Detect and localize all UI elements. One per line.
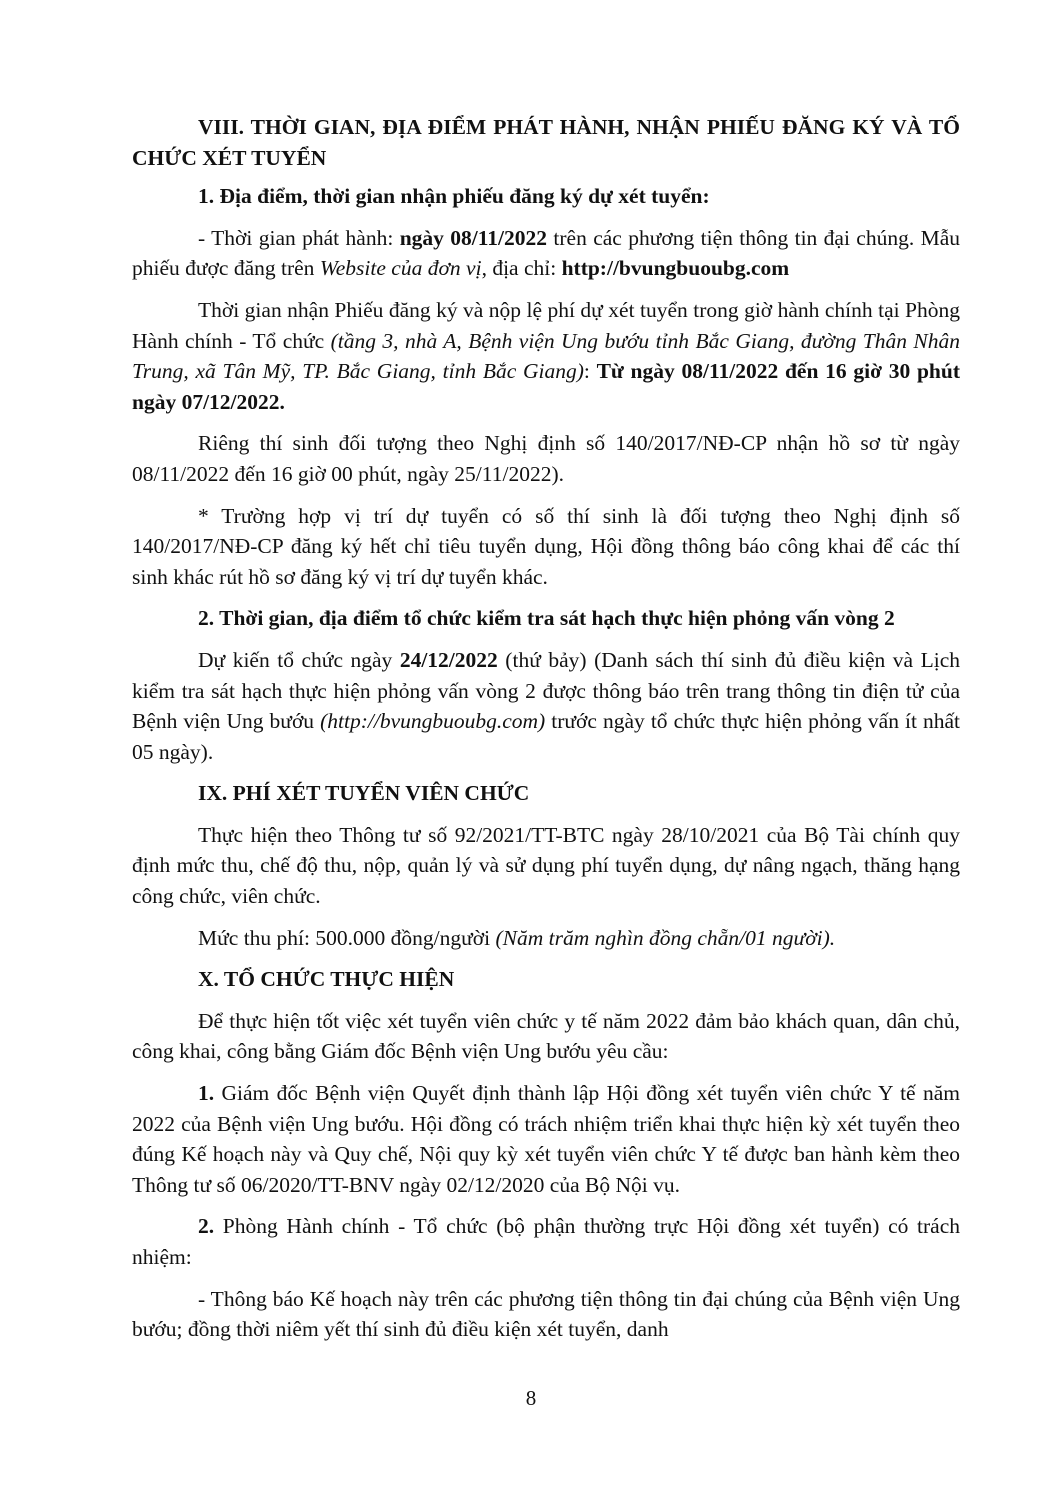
section-viii-title: VIII. THỜI GIAN, ĐỊA ĐIỂM PHÁT HÀNH, NHẬN PHIẾU ĐĂNG KÝ VÀ TỔ CHỨC XÉT TUYỂN: [132, 115, 960, 170]
list-item-2: 2. Phòng Hành chính - Tổ chức (bộ phận thường trực Hội đồng xét tuyển) có trách nhiệm:: [132, 1214, 960, 1269]
paragraph-issue-time: - Thời gian phát hành: ngày 08/11/2022 trên các phương tiện thông tin đại chúng. Mẫu phiếu được đăng trên Website của đơn vị, địa chỉ: http://bvungbuoubg.com: [132, 225, 961, 281]
paragraph-implementation-intro: Để thực hiện tốt việc xét tuyển viên chức y tế năm 2022 đảm bảo khách quan, dân chủ, công khai, công bằng Giám đốc Bệnh viện Ung bướu yêu cầu:: [132, 1008, 960, 1064]
paragraph-receive-time: Thời gian nhận Phiếu đăng ký và nộp lệ phí dự xét tuyển trong giờ hành chính tại Phòng Hành chính - Tổ chức (tầng 3, nhà A, Bệnh viện Ung bướu tỉnh Bắc Giang, đường Thân Nhân Trung, xã Tân Mỹ, TP. Bắc Giang, tỉnh Bắc Giang): Từ ngày 08/11/2022 đến 16 giờ 30 phút ngày 07/12/2022.: [132, 297, 960, 414]
paragraph-special-candidates: Riêng thí sinh đối tượng theo Nghị định số 140/2017/NĐ-CP nhận hồ sơ từ ngày 08/11/2022 đến 16 giờ 00 phút, ngày 25/11/2022).: [132, 431, 960, 486]
section-ix-title: IX. PHÍ XÉT TUYỂN VIÊN CHỨC: [198, 781, 530, 806]
list-item-2-bullet: - Thông báo Kế hoạch này trên các phương tiện thông tin đại chúng của Bệnh viện Ung bướu; đồng thời niêm yết thí sinh đủ điều kiện xét tuyển, danh: [132, 1286, 960, 1342]
list-item-1: 1. Giám đốc Bệnh viện Quyết định thành lập Hội đồng xét tuyển viên chức Y tế năm 2022 của Bệnh viện Ung bướu. Hội đồng có trách nhiệm triển khai thực hiện kỳ xét tuyển theo đúng Kế hoạch này và Quy chế, Nội quy kỳ xét tuyển viên chức Y tế được ban hành kèm theo Thông tư số 06/2020/TT-BNV ngày 02/12/2020 của Bộ Nội vụ.: [132, 1081, 960, 1197]
paragraph-fee-regulation: Thực hiện theo Thông tư số 92/2021/TT-BTC ngày 28/10/2021 của Bộ Tài chính quy định mức thu, chế độ thu, nộp, quản lý và sử dụng phí tuyển dụng, dự nâng ngạch, thăng hạng công chức, viên chức.: [132, 822, 960, 909]
document-page: [132, 112, 960, 1356]
section-viii-subtitle-2: 2. Thời gian, địa điểm tổ chức kiểm tra sát hạch thực hiện phỏng vấn vòng 2: [198, 606, 895, 631]
paragraph-fee-amount: Mức thu phí: 500.000 đồng/người (Năm trăm nghìn đồng chẵn/01 người).: [198, 925, 836, 950]
section-viii-subtitle-1: 1. Địa điểm, thời gian nhận phiếu đăng ký dự xét tuyển:: [198, 184, 710, 209]
website-link: http://bvungbuoubg.com: [561, 256, 790, 281]
section-x-title: X. TỔ CHỨC THỰC HIỆN: [198, 967, 455, 992]
paragraph-interview-schedule: Dự kiến tổ chức ngày 24/12/2022 (thứ bảy) (Danh sách thí sinh đủ điều kiện và Lịch kiểm tra sát hạch thực hiện phỏng vấn vòng 2 được thông báo trên trang thông tin điện tử của Bệnh viện Ung bướu (http://bvungbuoubg.com) trước ngày tổ chức thực hiện phỏng vấn ít nhất 05 ngày).: [132, 647, 960, 764]
page-number: 8: [525, 1386, 537, 1410]
paragraph-note: * Trường hợp vị trí dự tuyển có số thí sinh là đối tượng theo Nghị định số 140/2017/NĐ-CP đăng ký hết chỉ tiêu tuyển dụng, Hội đồng thông báo công khai để các thí sinh khác rút hồ sơ đăng ký vị trí dự tuyển khác.: [132, 503, 960, 589]
